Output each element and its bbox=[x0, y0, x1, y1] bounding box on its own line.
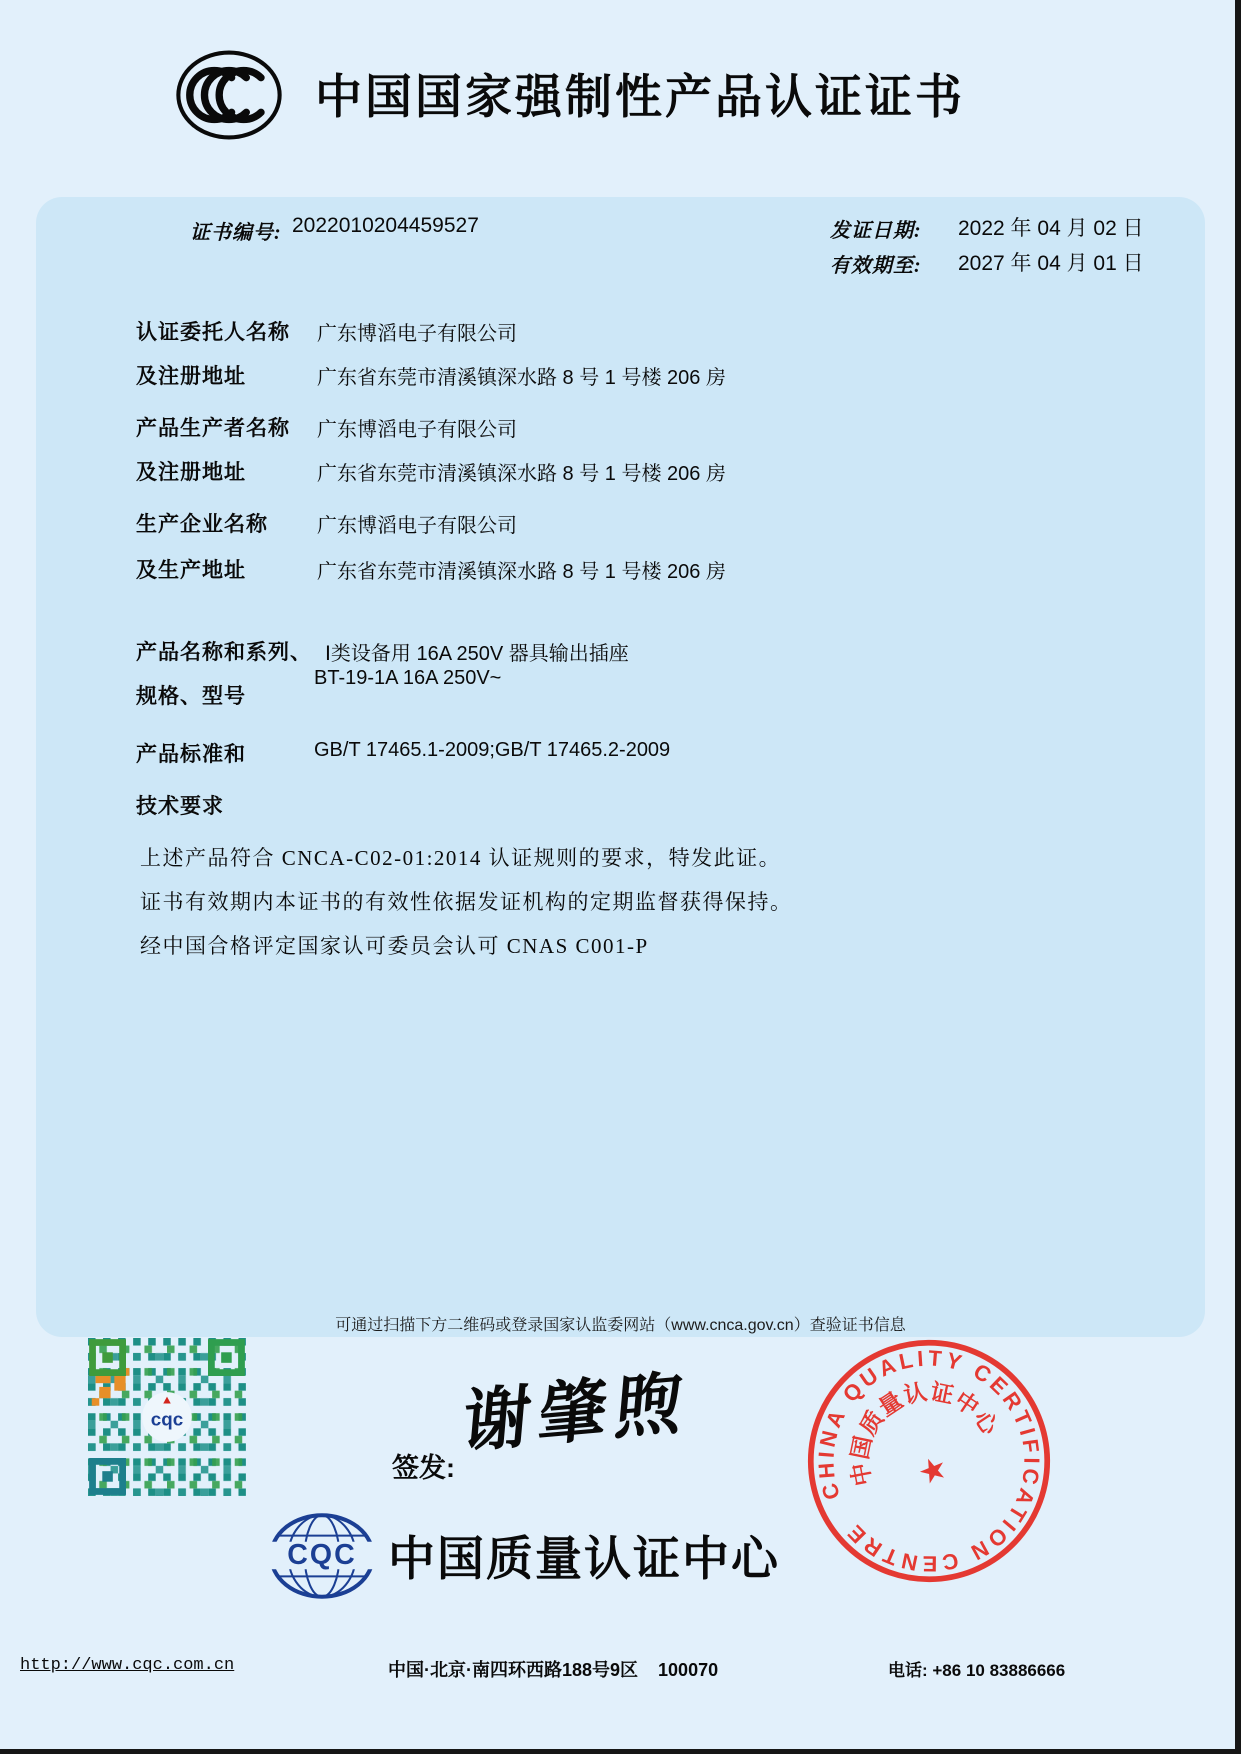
field-value: 广东省东莞市清溪镇深水路 8 号 1 号楼 206 房 bbox=[317, 463, 726, 485]
field-label: 及注册地址 bbox=[136, 365, 246, 388]
qr-code-icon bbox=[88, 1338, 246, 1496]
field-label: 及生产地址 bbox=[136, 559, 246, 582]
valid-until-value: 2027 年 04 月 01 日 bbox=[958, 252, 1144, 275]
field-label: 产品标准和 bbox=[136, 743, 246, 766]
statement-line: 上述产品符合 CNCA-C02-01:2014 认证规则的要求，特发此证。 bbox=[140, 846, 782, 870]
star-icon: ★ bbox=[912, 1448, 953, 1493]
field-label: 及注册地址 bbox=[136, 461, 246, 484]
svg-text:cqc: cqc bbox=[150, 1408, 184, 1430]
field-label: 产品生产者名称 bbox=[136, 417, 290, 440]
cert-no-value: 2022010204459527 bbox=[292, 214, 479, 237]
field-value: Ⅰ类设备用 16A 250V 器具输出插座 bbox=[325, 643, 629, 665]
field-value: GB/T 17465.1-2009;GB/T 17465.2-2009 bbox=[314, 739, 671, 761]
footer-website: http://www.cqc.com.cn bbox=[20, 1656, 235, 1675]
field-label: 产品名称和系列、 bbox=[136, 641, 312, 664]
stamp-inner-text: 中国质量认证中心 bbox=[846, 1378, 1004, 1489]
field-value: 广东博滔电子有限公司 bbox=[317, 515, 517, 537]
signature-handwriting: 谢肇煦 bbox=[459, 1364, 694, 1462]
field-value: BT-19-1A 16A 250V~ bbox=[314, 667, 502, 689]
footer-phone: 电话: +86 10 83886666 bbox=[888, 1661, 1066, 1680]
page-title: 中国国家强制性产品认证证书 bbox=[315, 70, 965, 123]
statement-line: 经中国合格评定国家认可委员会认可 CNAS C001-P bbox=[140, 934, 649, 958]
field-value: 广东博滔电子有限公司 bbox=[317, 323, 517, 345]
ccc-mark-icon bbox=[170, 46, 288, 144]
sign-off-label: 签发: bbox=[392, 1453, 455, 1483]
valid-until-label: 有效期至: bbox=[830, 255, 922, 277]
cqc-logo-text: CQC bbox=[287, 1539, 357, 1572]
field-value: 广东省东莞市清溪镇深水路 8 号 1 号楼 206 房 bbox=[317, 367, 726, 389]
issue-date-value: 2022 年 04 月 02 日 bbox=[958, 217, 1144, 240]
issue-date-label: 发证日期: bbox=[830, 220, 922, 242]
field-value: 广东省东莞市清溪镇深水路 8 号 1 号楼 206 房 bbox=[317, 561, 726, 583]
field-label: 规格、型号 bbox=[136, 685, 246, 708]
scan-edge-right bbox=[1235, 0, 1241, 1754]
field-label: 生产企业名称 bbox=[136, 513, 268, 536]
stamp-outer-text: CHINA QUALITY CERTIFICATION CENTRE bbox=[813, 1345, 1045, 1577]
scan-edge-bottom bbox=[0, 1749, 1241, 1754]
issuer-name: 中国质量认证中心 bbox=[388, 1532, 780, 1585]
statement-line: 证书有效期内本证书的有效性依据发证机构的定期监督获得保持。 bbox=[140, 890, 793, 914]
qr-verification-note: 可通过扫描下方二维码或登录国家认监委网站（www.cnca.gov.cn）查验证书信息 bbox=[335, 1317, 906, 1334]
footer-address: 中国·北京·南四环西路188号9区 100070 bbox=[388, 1660, 719, 1680]
field-value: 广东博滔电子有限公司 bbox=[317, 419, 517, 441]
cqc-globe-icon bbox=[266, 1510, 378, 1602]
cert-no-label: 证书编号: bbox=[190, 222, 282, 244]
field-label: 技术要求 bbox=[136, 795, 224, 818]
field-label: 认证委托人名称 bbox=[136, 321, 290, 344]
